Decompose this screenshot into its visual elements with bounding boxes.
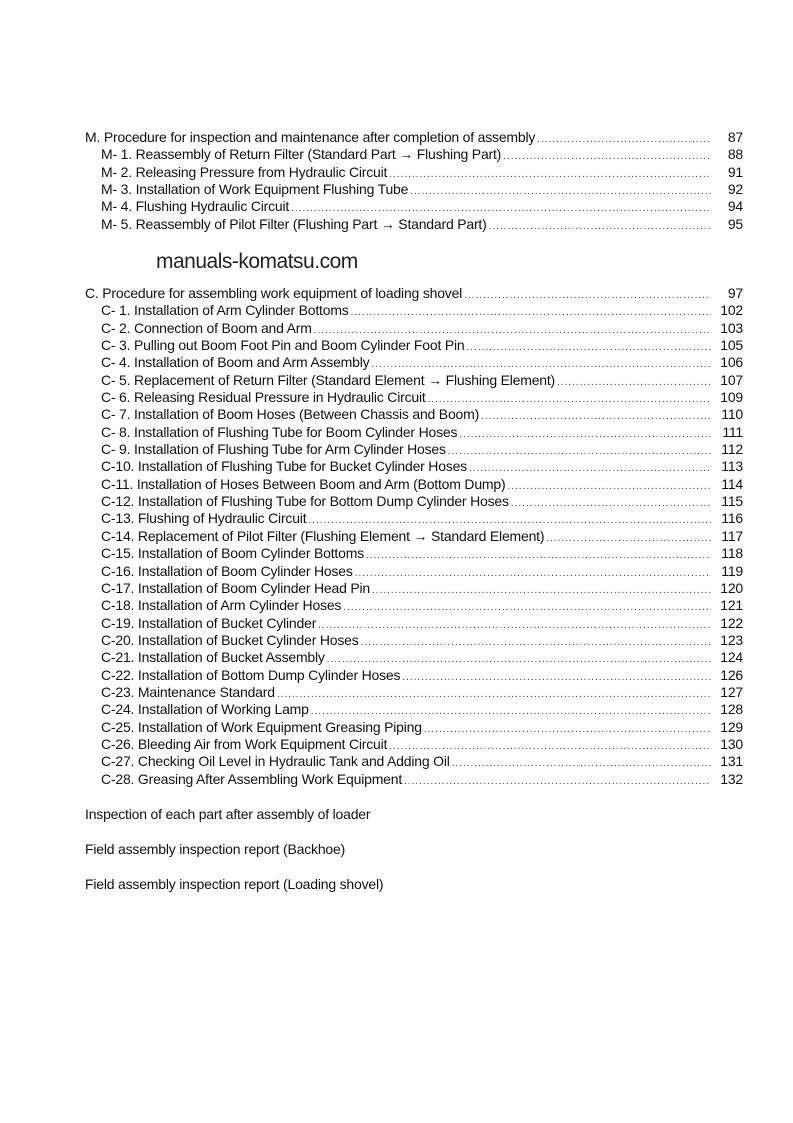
- toc-entry: [85, 632, 743, 649]
- dot-leader: [351, 304, 711, 321]
- toc-entry-page: 107: [720, 371, 743, 388]
- toc-entry-page: 111: [722, 423, 743, 440]
- toc-entry-page: 116: [721, 510, 743, 527]
- toc-entry: [85, 320, 743, 337]
- toc-entry-label: C- 6. Releasing Residual Pressure in Hydraulic Circuit: [101, 389, 426, 406]
- toc-entry-page: 132: [720, 770, 743, 787]
- dot-leader: [361, 634, 711, 651]
- toc-entry-page: 103: [720, 319, 743, 336]
- toc-entry: [85, 476, 743, 493]
- toc-entry-page: 128: [720, 701, 743, 718]
- toc-entry: [85, 719, 743, 736]
- dot-leader: [481, 408, 711, 425]
- toc-entry-label: C- 4. Installation of Boom and Arm Assembly: [101, 354, 370, 371]
- toc-entry: [85, 615, 743, 632]
- toc-entry-page: 131: [720, 753, 743, 770]
- toc-section-title: [85, 285, 743, 302]
- toc-extra-item: Inspection of each part after assembly of loader: [85, 806, 371, 822]
- dot-leader: [366, 547, 711, 564]
- toc-entry: [85, 667, 743, 684]
- toc-entry: [85, 146, 743, 163]
- dot-leader: [343, 599, 711, 616]
- toc-entry-page: 109: [720, 389, 743, 406]
- toc-entry-page: 106: [720, 354, 743, 371]
- toc-entry-label: M- 4. Flushing Hydraulic Circuit: [101, 198, 290, 215]
- toc-entry-label: C-24. Installation of Working Lamp: [101, 701, 309, 718]
- watermark: manuals-komatsu.com: [156, 250, 358, 273]
- toc-entry-label: C-22. Installation of Bottom Dump Cylinder Hoses: [101, 666, 401, 683]
- dot-leader: [507, 478, 711, 495]
- toc-entry-page: 123: [720, 631, 743, 648]
- toc-entry-label: C-27. Checking Oil Level in Hydraulic Tank and Adding Oil: [101, 753, 450, 770]
- toc-section-m: [85, 129, 743, 233]
- toc-entry-page: 92: [727, 181, 743, 198]
- toc-entry: [85, 354, 743, 371]
- toc-entry-label: C-14. Replacement of Pilot Filter (Flushing Element → Standard Element): [101, 527, 545, 544]
- toc-entry-page: 87: [727, 129, 743, 145]
- toc-entry-page: 97: [727, 285, 743, 301]
- toc-entry-label: M- 5. Reassembly of Pilot Filter (Flushing Part → Standard Part): [101, 215, 487, 232]
- toc-entry-page: 117: [721, 527, 743, 544]
- toc-entry-label: C- 2. Connection of Boom and Arm: [101, 319, 312, 336]
- dot-leader: [452, 755, 711, 772]
- toc-entry: [85, 181, 743, 198]
- dot-leader: [424, 721, 711, 738]
- dot-leader: [318, 617, 711, 634]
- toc-entry-label: C-25. Installation of Work Equipment Greasing Piping: [101, 718, 422, 735]
- toc-entry: [85, 424, 743, 441]
- toc-entry-page: 95: [727, 215, 743, 232]
- toc-section-c: [85, 285, 743, 788]
- toc-section-title: [85, 129, 743, 146]
- toc-entry-label: C-28. Greasing After Assembling Work Equipment: [101, 770, 403, 787]
- toc-entry-label: C-10. Installation of Flushing Tube for Bucket Cylinder Hoses: [101, 458, 467, 475]
- toc-entry: [85, 389, 743, 406]
- toc-entry: [85, 684, 743, 701]
- toc-entry-page: 130: [720, 735, 743, 752]
- toc-entry: [85, 510, 743, 527]
- dot-leader: [402, 669, 711, 686]
- toc-entry: [85, 493, 743, 510]
- toc-entry-page: 124: [720, 649, 743, 666]
- toc-entry-label: C-18. Installation of Arm Cylinder Hoses: [101, 597, 342, 614]
- toc-entry: [85, 528, 743, 545]
- dot-leader: [489, 218, 711, 235]
- toc-entry-label: C. Procedure for assembling work equipment of loading shovel: [85, 285, 463, 301]
- toc-entry: [85, 563, 743, 580]
- toc-entry-page: 129: [720, 718, 743, 735]
- toc-entry-label: C-13. Flushing of Hydraulic Circuit: [101, 510, 307, 527]
- toc-entry-label: C-19. Installation of Bucket Cylinder: [101, 614, 317, 631]
- toc-entry: [85, 458, 743, 475]
- toc-entry-label: M- 2. Releasing Pressure from Hydraulic Circuit: [101, 163, 388, 180]
- toc-extra-item: Field assembly inspection report (Loading shovel): [85, 876, 384, 892]
- toc-entry-label: C- 1. Installation of Arm Cylinder Bottoms: [101, 302, 349, 319]
- toc-extra-item: Field assembly inspection report (Backhoe): [85, 841, 346, 857]
- toc-entry-page: 118: [721, 545, 743, 562]
- toc-entry: [85, 649, 743, 666]
- toc-entry-label: C-20. Installation of Bucket Cylinder Hoses: [101, 631, 359, 648]
- toc-entry-page: 113: [721, 458, 743, 475]
- toc-entry: [85, 216, 743, 233]
- dot-leader: [372, 582, 711, 599]
- toc-entry: [85, 753, 743, 770]
- toc-entry-label: M- 3. Installation of Work Equipment Flushing Tube: [101, 181, 409, 198]
- dot-leader: [410, 183, 711, 200]
- toc-entry-label: C- 7. Installation of Boom Hoses (Between Chassis and Boom): [101, 406, 480, 423]
- toc-entry: [85, 701, 743, 718]
- dot-leader: [466, 339, 711, 356]
- toc-entry-label: M. Procedure for inspection and maintenance after completion of assembly: [85, 129, 536, 145]
- toc-entry-page: 119: [721, 562, 743, 579]
- dot-leader: [459, 426, 711, 443]
- toc-entry-page: 120: [720, 579, 743, 596]
- toc-entry-label: C- 8. Installation of Flushing Tube for Boom Cylinder Hoses: [101, 423, 458, 440]
- toc-entry-page: 88: [727, 146, 743, 163]
- toc-entry-page: 91: [727, 163, 743, 180]
- toc-entry: [85, 164, 743, 181]
- toc-entry-label: C-23. Maintenance Standard: [101, 683, 275, 700]
- toc-entry: [85, 302, 743, 319]
- toc-entry-label: M- 1. Reassembly of Return Filter (Standard Part → Flushing Part): [101, 146, 502, 163]
- toc-entry: [85, 736, 743, 753]
- toc-entry-label: C- 3. Pulling out Boom Foot Pin and Boom Cylinder Foot Pin: [101, 337, 465, 354]
- toc-entry: [85, 545, 743, 562]
- toc-entry-page: 112: [721, 441, 743, 458]
- toc-entry-page: 115: [721, 493, 743, 510]
- toc-entry-label: C- 5. Replacement of Return Filter (Standard Element → Flushing Element): [101, 371, 556, 388]
- toc-entry: [85, 771, 743, 788]
- dot-leader: [355, 565, 711, 582]
- dot-leader: [464, 287, 711, 304]
- dot-leader: [546, 530, 711, 547]
- toc-entry: [85, 198, 743, 215]
- dot-leader: [557, 374, 711, 391]
- toc-entry-page: 102: [720, 302, 743, 319]
- toc-entry-label: C-15. Installation of Boom Cylinder Bottoms: [101, 545, 364, 562]
- toc-entry-page: 110: [721, 406, 743, 423]
- toc-entry-label: C-11. Installation of Hoses Between Boom and Arm (Bottom Dump): [101, 475, 506, 492]
- toc-entry: [85, 597, 743, 614]
- toc-entry-label: C- 9. Installation of Flushing Tube for Arm Cylinder Hoses: [101, 441, 446, 458]
- dot-leader: [448, 443, 711, 460]
- toc-entry-page: 127: [720, 683, 743, 700]
- dot-leader: [503, 148, 711, 165]
- dot-leader: [511, 495, 711, 512]
- toc-entry: [85, 406, 743, 423]
- toc-entry-label: C-12. Installation of Flushing Tube for Bottom Dump Cylinder Hoses: [101, 493, 509, 510]
- toc-entry-label: C-26. Bleeding Air from Work Equipment Circuit: [101, 735, 388, 752]
- dot-leader: [277, 686, 711, 703]
- toc-entry-label: C-16. Installation of Boom Cylinder Hoses: [101, 562, 353, 579]
- toc-entry: [85, 441, 743, 458]
- dot-leader: [404, 773, 711, 790]
- dot-leader: [537, 131, 711, 148]
- toc-entry-page: 126: [720, 666, 743, 683]
- toc-entry-page: 94: [727, 198, 743, 215]
- toc-entry: [85, 372, 743, 389]
- toc-entry-page: 121: [720, 597, 743, 614]
- toc-entry-page: 114: [721, 475, 743, 492]
- toc-entry-label: C-17. Installation of Boom Cylinder Head Pin: [101, 579, 371, 596]
- toc-entry: [85, 580, 743, 597]
- toc-entry-label: C-21. Installation of Bucket Assembly: [101, 649, 325, 666]
- toc-entry-page: 122: [720, 614, 743, 631]
- toc-entry: [85, 337, 743, 354]
- toc-entry-page: 105: [720, 337, 743, 354]
- dot-leader: [389, 166, 711, 183]
